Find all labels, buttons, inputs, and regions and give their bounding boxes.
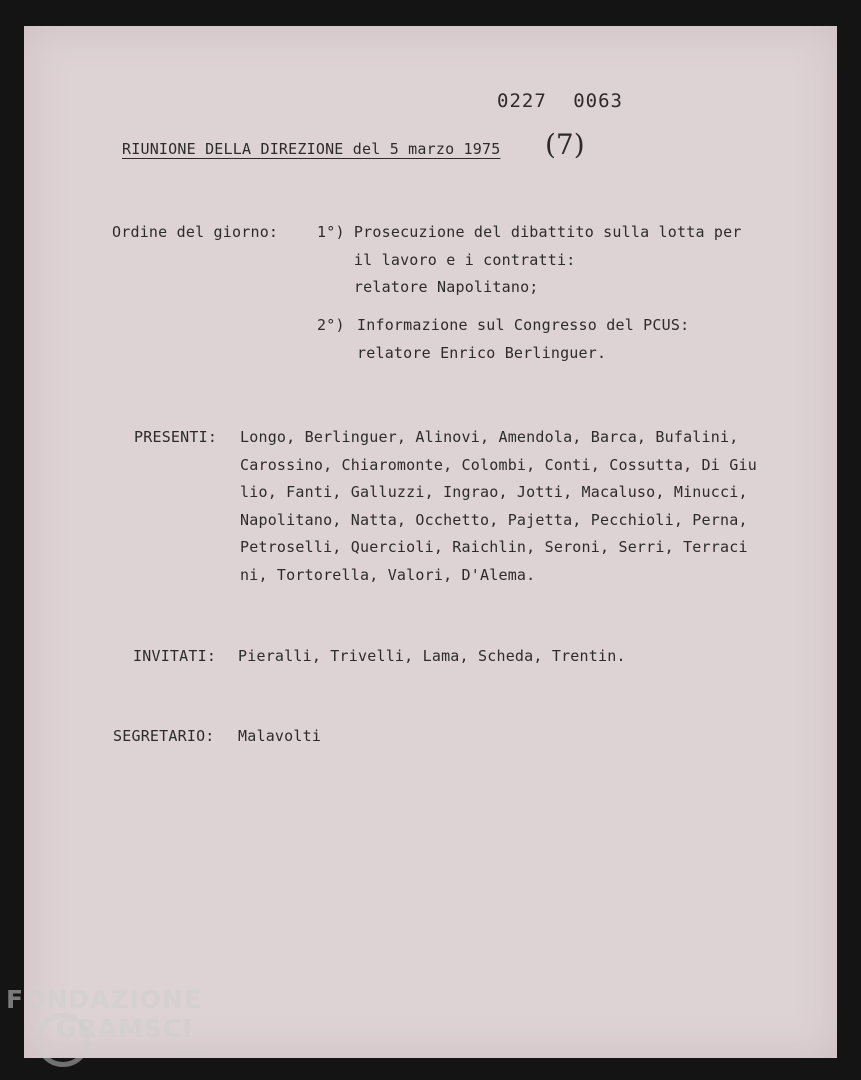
presenti-line: Napolitano, Natta, Occhetto, Pajetta, Pecchioli, Perna, [240,510,748,529]
presenti-line: Petroselli, Quercioli, Raichlin, Seroni, Serri, Terraci [240,538,748,556]
segretario-label: SEGRETARIO: [113,727,215,745]
presenti-line: ni, Tortorella, Valori, D'Alema. [240,565,536,584]
agenda-item-2-line: relatore Enrico Berlinguer. [357,343,607,362]
invitati-list: Pieralli, Trivelli, Lama, Scheda, Trentin. [238,647,626,665]
watermark-line-1: FONDAZIONE [6,985,203,1014]
segretario-name: Malavolti [238,727,322,745]
watermark-line-2: GRAMSCI [56,1014,193,1043]
agenda-item-2-number: 2°) [317,316,345,334]
presenti-line: Longo, Berlinguer, Alinovi, Amendola, Barca, Bufalini, [240,428,739,446]
agenda-label: Ordine del giorno: [112,223,279,241]
agenda-item-1 [317,219,742,302]
agenda-item-2 [357,312,689,367]
agenda-item-1-line: relatore Napolitano; [317,278,539,296]
invitati-label: INVITATI: [133,647,217,665]
presenti-line: lio, Fanti, Galluzzi, Ingrao, Jotti, Macaluso, Minucci, [240,483,748,501]
folio-mark: (7) [545,128,585,161]
document-title: RIUNIONE DELLA DIREZIONE del 5 marzo 1975 [122,140,501,158]
agenda-item-2-line: Informazione sul Congresso del PCUS: [357,316,690,334]
watermark-line-3: onlus [176,1046,211,1060]
presenti-line: Carossino, Chiaromonte, Colombi, Conti, Cossutta, Di Giu [240,455,757,474]
agenda-item-1-line: il lavoro e i contratti: [317,250,576,269]
archive-number: 0227 0063 [497,90,623,112]
agenda-item-1-line: 1°) Prosecuzione del dibattito sulla lotta per [317,223,742,241]
presenti-list [240,424,757,589]
presenti-label: PRESENTI: [134,428,218,446]
